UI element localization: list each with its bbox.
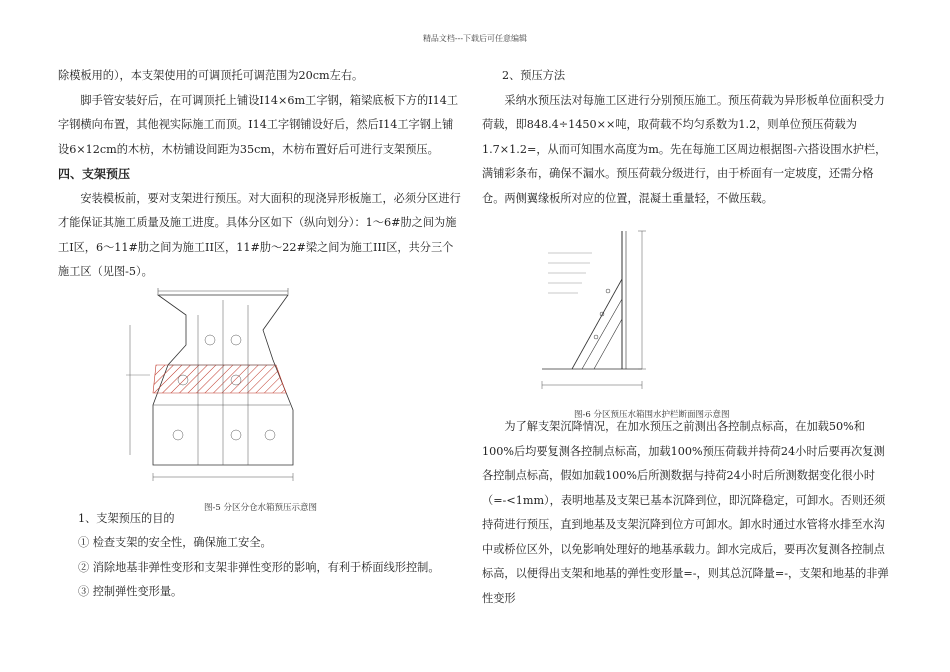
left-paragraph-3: 安装模板前，要对支架进行预压。对大面积的现浇异形板施工，必须分区进行才能保证其施工质量及施工进度。具体分区如下（纵向划分）：1～6#肋之间为施工I区，6～11#肋之间为施工II区，11#肋～22#梁之间为施工III区，共分三个施工区（见图-5）。 (58, 191, 461, 278)
right-column (482, 64, 890, 611)
figure-6 (482, 219, 890, 420)
figure-6-caption: 图-6 分区预压水箱围水护栏断面图示意图 (574, 409, 730, 420)
figure-6-drawing (482, 219, 890, 399)
figure-5-drawing (58, 285, 463, 493)
right-paragraph-1: 采纳水预压法对每施工区进行分别预压施工。预压荷载为异形板单位面积受力荷载，即848.4÷1450××吨，取荷载不均匀系数为1.2，则单位预压荷载为1.7×1.2=，从而可知围水高度为m。先在每施工区周边根据图-六搭设围水护栏，满铺彩条布，确保不漏水。预压荷载分级进行，由于桥面有一定坡度，还需分格仓。两侧翼缘板所对应的位置，混凝土重量轻，不做压载。 (482, 93, 887, 205)
purpose-item-2: ② 消除地基非弹性变形和支架非弹性变形的影响，有利于桥面线形控制。 (78, 560, 440, 574)
section-heading: 四、支架预压 (58, 167, 131, 181)
purpose-item-3: ③ 控制弹性变形量。 (78, 585, 183, 598)
figure-5 (58, 285, 463, 513)
subheading-purpose: 1、支架预压的目的 (78, 511, 175, 525)
page-header-note: 精品文档---下载后可任意编辑 (422, 34, 528, 43)
purpose-item-1: ① 检查支架的安全性，确保施工安全。 (78, 536, 272, 549)
right-paragraph-2: 为了解支架沉降情况，在加水预压之前测出各控制点标高，在加载50%和100%后均要复测各控制点标高，加载100%预压荷载并持荷24小时后要再次复测各控制点标高，假如加载100%后所测数据与持荷24小时后所测数据变化很小时（=-<1mm），表明地基及支架已基本沉降到位，即沉降稳定，可卸水。否则还须持荷进行预压，直到地基及支架沉降到位方可卸水。卸水时通过水管将水排至水沟中或桥位区外，以免影响处理好的地基承载力。卸水完成后，要再次复测各控制点标高，以便得出支架和地基的弹性变形量=-，则其总沉降量=-，支架和地基的非弹性变形 (482, 420, 889, 605)
subheading-method: 2、预压方法 (502, 69, 566, 82)
left-column (58, 64, 463, 605)
left-paragraph-2: 脚手管安装好后，在可调顶托上铺设I14×6m工字钢，箱梁底板下方的I14工字钢横向布置，其他视实际施工而顶。I14工字钢铺设好后，然后I14工字钢上铺设6×12cm的木枋，木枋铺设间距为35cm，木枋布置好后可进行支架预压。 (58, 93, 459, 156)
left-paragraph-1: 除模板用的），本支架使用的可调顶托可调范围为20cm左右。 (58, 69, 364, 82)
figure-5-caption: 图-5 分区分仓水箱预压示意图 (204, 503, 317, 513)
